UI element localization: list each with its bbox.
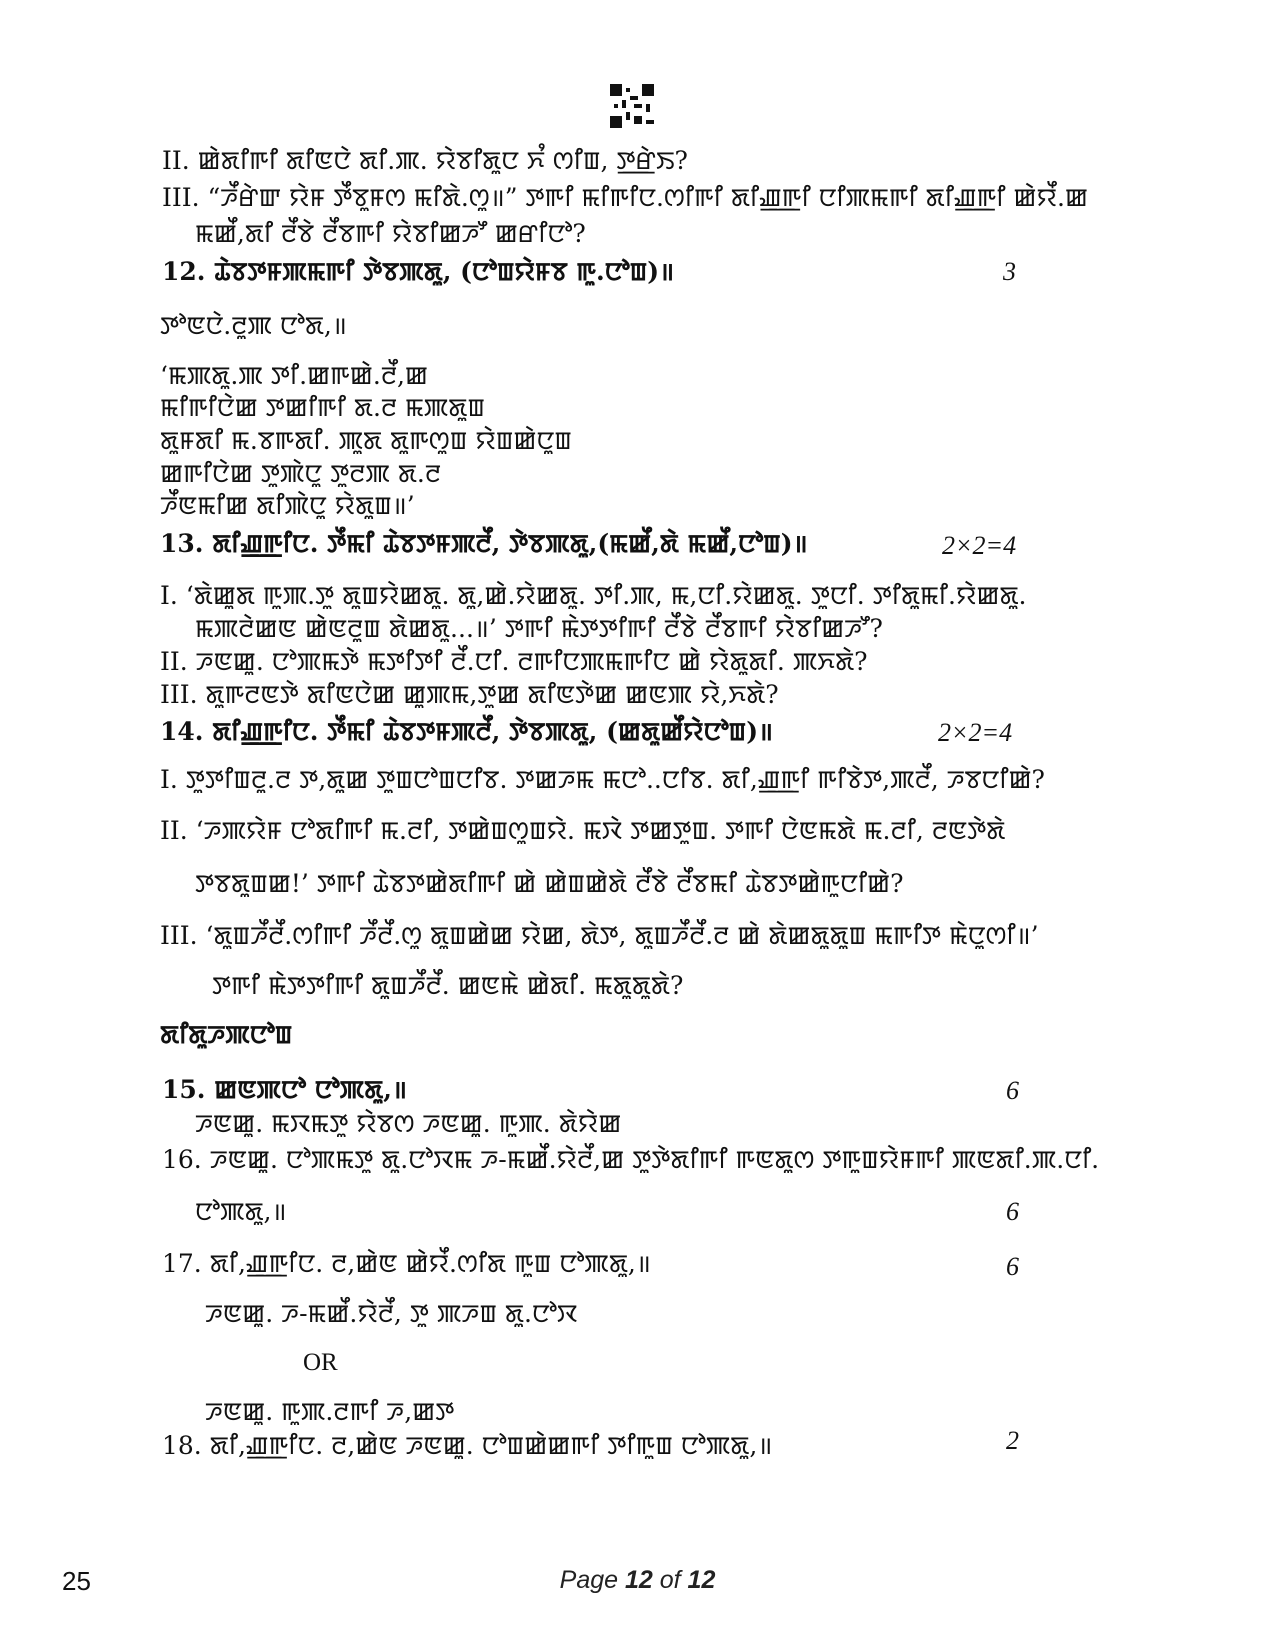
question-18-marks: 2 (1006, 1426, 1019, 1455)
question-11-sub-iii-cont: ꯃꯀꯩ,ꯗꯤ ꯂꯩꯕꯥ ꯂꯩꯕꯒꯤ ꯌꯥꯕꯤꯀꯍꯧ ꯀꯔꯤꯅꯣ? (195, 219, 586, 248)
question-14-sub-iii-cont: ꯇꯒꯤ ꯃꯥꯇꯇꯤꯒꯤ ꯗꯨꯡꯍꯩꯂꯩ. ꯀꯟꯃꯥ ꯀꯥꯗꯤ. ꯃꯗꯨꯗꯨꯗꯥ? (212, 971, 684, 1000)
question-12-marks: 3 (1003, 257, 1016, 286)
question-13-sub-ii: II. ꯍꯟꯀꯨ. ꯅꯣꯄꯃꯇꯥ ꯃꯇꯤꯇꯤ ꯂꯩ.ꯅꯤ. ꯂꯒꯤꯅꯄꯃꯒꯤꯅ ꯀꯥ ꯌꯥꯗꯨꯗꯤ. ꯄꯈꯗꯥ? (160, 647, 868, 676)
page-number: 25 (62, 1566, 91, 1596)
question-15-topic: ꯍꯟꯀꯨ. ꯃꯋꯃꯇꯨ ꯌꯥꯕꯁ ꯍꯟꯀꯨ. ꯒꯨꯄ. ꯗꯥꯌꯥꯀ (195, 1109, 622, 1138)
question-17: 17. ꯗꯤ,ꯉ꯭ꯒꯤꯅ. ꯂ,ꯀꯥꯟ ꯀꯥꯌꯩ.ꯁꯤꯗ ꯒꯨꯡ ꯅꯣꯄꯗꯨ,॥ (162, 1249, 651, 1278)
question-11-sub-iii: III. “ꯍꯩꯔꯥꯛ ꯌꯥꯝ ꯇꯩꯕꯨꯝꯁ ꯃꯤꯗꯥ.ꯁꯨ॥” ꯇꯒꯤ ꯃꯤꯒꯤꯅ.ꯁꯤꯒꯤ ꯗꯤꯉ꯭ꯒꯤ ꯅꯤꯄꯃꯒꯤ ꯗꯤꯉ꯭ꯒꯤ ꯀꯥꯌꯩ.ꯀ (162, 183, 1088, 212)
question-18: 18. ꯗꯤ,ꯉ꯭ꯒꯤꯅ. ꯂ,ꯀꯥꯟ ꯍꯟꯀꯨ. ꯅꯣꯡꯀꯥꯀꯒꯤ ꯇꯤꯒꯨꯡ ꯅꯣꯄꯗꯨ,॥ (162, 1431, 773, 1460)
question-17-marks: 6 (1006, 1252, 1019, 1281)
poem-title: ꯇꯣꯟꯅꯥ.ꯂꯨꯄ ꯅꯣꯗ,॥ (160, 311, 347, 340)
question-14-sub-ii: II. ‘ꯍꯄꯌꯥꯝ ꯅꯣꯗꯤꯒꯤ ꯃ.ꯂꯤ, ꯇꯀꯥꯡꯁꯨꯡꯌꯥ. ꯃꯋꯥ ꯇꯀꯇꯨꯡ. ꯇꯒꯤ ꯅꯥꯟꯃꯗꯥ ꯃ.ꯂꯤ, ꯂꯟꯇꯥꯗꯥ (160, 816, 1006, 845)
poem-line-2: ꯃꯤꯒꯤꯅꯥꯀ ꯇꯀꯤꯒꯤ ꯗ.ꯂ ꯃꯄꯗꯨꯡ (160, 393, 486, 422)
question-15-heading: 15. ꯀꯟꯄꯅꯣ ꯅꯣꯄꯗꯨ,॥ (162, 1075, 407, 1104)
footer-current: 12 (624, 1566, 653, 1594)
qr-code (610, 84, 654, 128)
section-heading: ꯗꯤꯗꯨꯍꯄꯅꯣꯡ (160, 1020, 293, 1049)
question-13-heading: 13. ꯗꯤꯉ꯭ꯒꯤꯅ. ꯇꯩꯃꯤ ꯊꯥꯕꯇꯝꯄꯂꯩ, ꯇꯥꯕꯄꯗꯨ,(ꯃꯀꯩ,ꯗꯥ ꯃꯀꯩ,ꯅꯣꯡ)॥ (160, 529, 808, 558)
question-14-sub-ii-cont: ꯇꯕꯗꯨꯡꯀ!’ ꯇꯒꯤ ꯊꯥꯕꯇꯀꯥꯗꯤꯒꯤ ꯀꯥ ꯀꯥꯡꯀꯥꯗꯥ ꯂꯩꯕꯥ ꯂꯩꯕꯃꯤ ꯊꯥꯕꯇꯀꯥꯒꯨꯅꯤꯀꯥ? (195, 869, 904, 898)
question-13-marks: 2×2=4 (942, 531, 1017, 560)
question-12-heading: 12. ꯊꯥꯕꯇꯝꯄꯃꯒꯤ ꯇꯥꯕꯄꯗꯨ, (ꯅꯣꯡꯌꯥꯝꯕ ꯒꯨ.ꯅꯣꯡ)॥ (162, 257, 675, 286)
question-14-marks: 2×2=4 (938, 718, 1013, 747)
question-13-sub-i-cont: ꯃꯄꯂꯥꯀꯟ ꯀꯥꯟꯂꯨꯡ ꯗꯥꯀꯗꯨ...॥’ ꯇꯒꯤ ꯃꯥꯇꯇꯤꯒꯤ ꯂꯩꯕꯥ ꯂꯩꯕꯒꯤ ꯌꯥꯕꯤꯀꯍꯧ? (195, 614, 883, 643)
page-footer (0, 1566, 1275, 1595)
question-13-sub-iii: III. ꯗꯨꯒꯂꯟꯇꯥ ꯗꯤꯟꯅꯥꯀ ꯀꯨꯄꯃ,ꯇꯨꯀ ꯗꯤꯟꯇꯥꯀ ꯀꯟꯄ ꯌꯥ,ꯈꯗꯥ? (160, 680, 779, 709)
poem-line-1: ‘ꯃꯄꯗꯨ.ꯄ ꯇꯤ.ꯀꯒꯀꯥ.ꯂꯩ,ꯀ (160, 361, 429, 390)
question-11-sub-ii: II. ꯀꯥꯗꯤꯒꯤ ꯗꯤꯟꯅꯥ ꯗꯤ.ꯄ. ꯌꯥꯕꯤꯗꯨꯅ ꯈꯪ ꯁꯤꯡ, ꯇ꯭ꯔꯥꯏ? (162, 146, 688, 175)
poem-line-4: ꯀꯒꯤꯅꯥꯀ ꯇꯨꯄꯥꯅꯨ ꯇꯨꯂꯄ ꯗ.ꯂ (160, 459, 441, 488)
question-17-option-b: ꯍꯟꯀꯨ. ꯒꯨꯄ.ꯂꯒꯤ ꯍ,ꯀꯇ (205, 1397, 455, 1426)
question-16-cont: ꯅꯣꯄꯗꯨ,॥ (195, 1197, 287, 1226)
question-13-sub-i: I. ‘ꯗꯥꯀꯨꯗ ꯒꯨꯄ.ꯇꯨ ꯗꯨꯡꯌꯥꯀꯗꯨ. ꯗꯨ,ꯀꯥ.ꯌꯥꯀꯗꯨ. ꯇꯤ.ꯄ, ꯃ,ꯅꯤ.ꯌꯥꯀꯗꯨ. ꯇꯨꯅꯤ. ꯇꯤꯗꯨꯃꯤ.ꯌꯥꯀꯗꯨ. (160, 581, 1027, 610)
question-14-heading: 14. ꯗꯤꯉ꯭ꯒꯤꯅ. ꯇꯩꯃꯤ ꯊꯥꯕꯇꯝꯄꯂꯩ, ꯇꯥꯕꯄꯗꯨ, (ꯀꯗꯨꯀꯩꯌꯥꯅꯣꯡ)॥ (160, 717, 774, 746)
footer-prefix: Page (559, 1566, 625, 1594)
question-15-marks: 6 (1006, 1076, 1019, 1105)
question-14-sub-i: I. ꯇꯨꯇꯤꯡꯂꯨ.ꯂ ꯇ,ꯗꯨꯀ ꯇꯨꯡꯅꯣꯡꯅꯤꯕ. ꯇꯀꯍꯃ ꯃꯅꯣ..ꯅꯤꯕ. ꯗꯤ,ꯉ꯭ꯒꯤ ꯒꯤꯕꯥꯇ,ꯄꯂꯩ, ꯍꯕꯅꯤꯀꯥ? (160, 765, 1045, 794)
question-16: 16. ꯍꯟꯀꯨ. ꯅꯣꯄꯃꯇꯨ ꯗꯨ.ꯅꯣꯋꯃ ꯍ-ꯃꯀꯩ.ꯌꯥꯂꯩ,ꯀ ꯇꯨꯇꯥꯗꯤꯒꯤ ꯒꯟꯗꯨꯁ ꯇꯒꯨꯡꯌꯥꯝꯒꯤ ꯄꯟꯗꯤ.ꯄ.ꯅꯤ. (162, 1145, 1100, 1174)
footer-total: 12 (687, 1566, 716, 1594)
question-17-option-a: ꯍꯟꯀꯨ. ꯍ-ꯃꯀꯩ.ꯌꯥꯂꯩ, ꯇꯨ ꯄꯍꯡ ꯗꯨ.ꯅꯣꯋ (205, 1299, 578, 1328)
question-16-marks: 6 (1006, 1197, 1019, 1226)
poem-line-5: ꯍꯩꯟꯃꯤꯀ ꯗꯤꯄꯥꯅꯨ ꯌꯥꯗꯨꯡ॥’ (160, 491, 415, 520)
footer-of: of (652, 1566, 688, 1594)
poem-line-3: ꯗꯨꯝꯗꯤ ꯃ.ꯕꯒꯗꯤ. ꯄꯨꯗ ꯗꯨꯒꯁꯨꯡ ꯌꯥꯡꯀꯥꯅꯨꯡ (160, 426, 572, 455)
question-14-sub-iii: III. ‘ꯗꯨꯡꯍꯩꯂꯩ.ꯁꯤꯒꯤ ꯍꯩꯂꯩ.ꯁꯨ ꯗꯨꯡꯀꯥꯀ ꯌꯥꯀ, ꯗꯥꯇ, ꯗꯨꯡꯍꯩꯂꯩ.ꯂ ꯀꯥ ꯗꯥꯀꯗꯨꯗꯨꯡ ꯃꯒꯤꯇ ꯃꯥꯅꯨꯁꯤ॥’ (160, 921, 1039, 950)
or-separator: OR (303, 1349, 338, 1376)
